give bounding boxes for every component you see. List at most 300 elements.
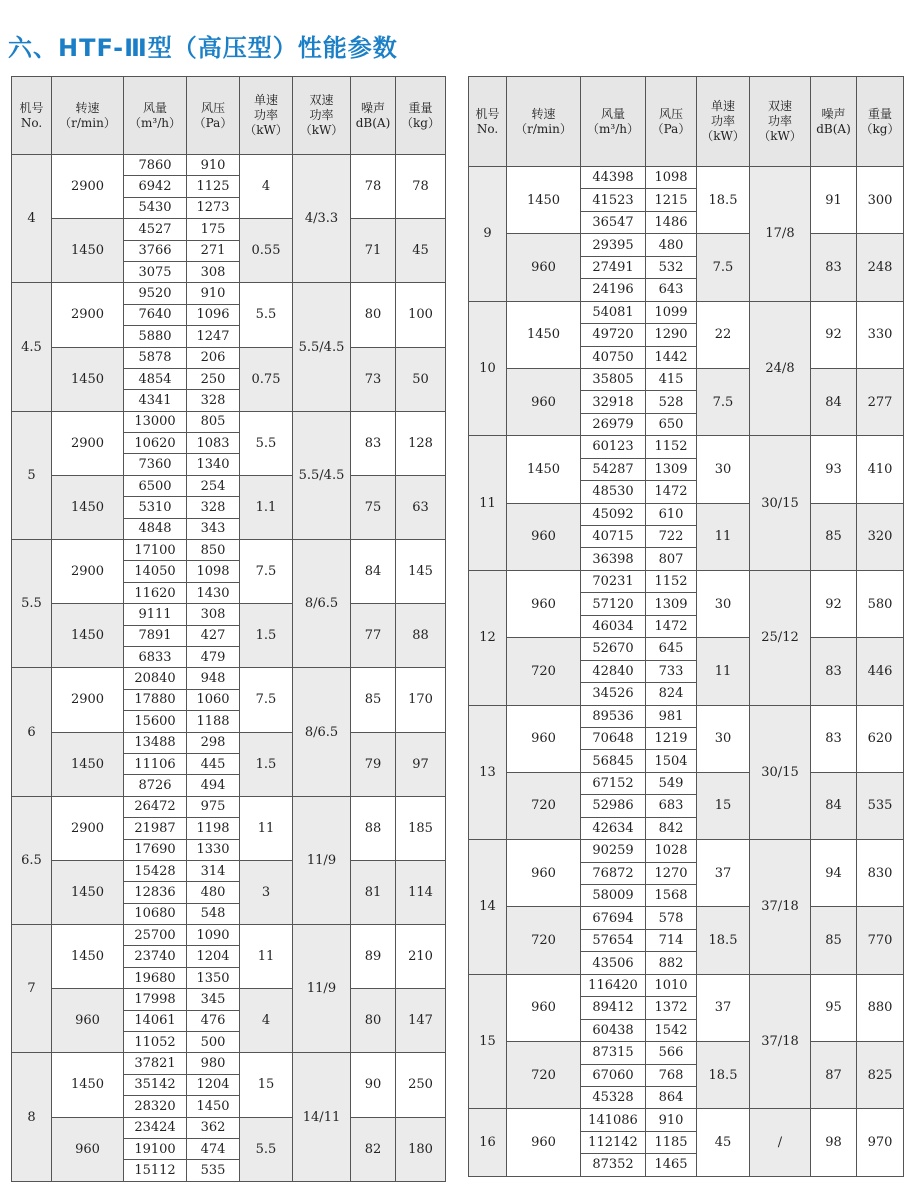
speed-cell: 2900 [52, 540, 124, 604]
column-header-line: 转速 [531, 106, 556, 121]
airflow-cell: 6500 [124, 475, 187, 496]
column-header-model [469, 77, 507, 167]
airflow-cell: 11106 [124, 753, 187, 774]
pressure-cell: 362 [187, 1117, 240, 1138]
airflow-cell: 43506 [581, 952, 646, 974]
column-header-line: 风压 [658, 106, 683, 121]
airflow-cell: 14061 [124, 1010, 187, 1031]
table-row [469, 503, 904, 525]
airflow-cell: 89412 [581, 997, 646, 1019]
noise-cell: 85 [351, 668, 396, 732]
pressure-cell: 1090 [187, 925, 240, 946]
pressure-cell: 1330 [187, 839, 240, 860]
pressure-cell: 980 [187, 1053, 240, 1074]
weight-cell: 830 [857, 840, 904, 907]
column-header-line: 风压 [200, 100, 225, 115]
weight-cell: 97 [396, 732, 446, 796]
speed-cell: 1450 [507, 167, 581, 234]
pressure-cell: 1098 [187, 561, 240, 582]
speed-cell: 720 [507, 1042, 581, 1109]
column-header-line: 单速 [253, 93, 278, 107]
airflow-cell: 8726 [124, 775, 187, 796]
pressure-cell: 1204 [187, 1074, 240, 1095]
pressure-cell: 645 [646, 638, 697, 660]
speed-cell: 1450 [52, 475, 124, 539]
single-speed-power-cell: 18.5 [697, 1042, 750, 1109]
noise-cell: 84 [351, 540, 396, 604]
column-header-line: 机号 [19, 100, 44, 115]
table-row [12, 411, 446, 432]
dual-speed-power-cell: 14/11 [293, 1053, 351, 1181]
speed-cell: 720 [507, 772, 581, 839]
airflow-cell: 4527 [124, 219, 187, 240]
speed-cell: 960 [507, 840, 581, 907]
column-header-line: （kW） [299, 123, 344, 137]
speed-cell: 960 [507, 368, 581, 435]
airflow-cell: 76872 [581, 862, 646, 884]
speed-cell: 2900 [52, 796, 124, 860]
pressure-cell: 1542 [646, 1019, 697, 1041]
single-speed-power-cell: 4 [240, 989, 293, 1053]
pressure-cell: 722 [646, 526, 697, 548]
column-header-line: No. [20, 115, 43, 130]
weight-cell: 410 [857, 436, 904, 503]
noise-cell: 73 [351, 347, 396, 411]
pressure-cell: 643 [646, 279, 697, 301]
pressure-cell: 345 [187, 989, 240, 1010]
speed-cell: 960 [52, 989, 124, 1053]
column-header-dual-power [293, 77, 351, 155]
airflow-cell: 9520 [124, 283, 187, 304]
weight-cell: 145 [396, 540, 446, 604]
pressure-cell: 1568 [646, 885, 697, 907]
airflow-cell: 17880 [124, 689, 187, 710]
column-header-line: 机号 [475, 106, 500, 121]
page-title: 六、HTF-Ⅲ型（高压型）性能参数 [8, 34, 398, 62]
airflow-cell: 7360 [124, 454, 187, 475]
table-row [12, 732, 446, 753]
weight-cell: 446 [857, 638, 904, 705]
pressure-cell: 910 [187, 283, 240, 304]
column-header-line: dB(A) [355, 115, 391, 130]
column-header-line: 重量 [867, 106, 892, 121]
airflow-cell: 15600 [124, 711, 187, 732]
airflow-cell: 42634 [581, 817, 646, 839]
pressure-cell: 1028 [646, 840, 697, 862]
table-row [12, 604, 446, 625]
model-number-cell: 14 [469, 840, 507, 975]
airflow-cell: 112142 [581, 1131, 646, 1153]
weight-cell: 970 [857, 1109, 904, 1176]
airflow-cell: 89536 [581, 705, 646, 727]
column-header-line: （kg） [401, 115, 440, 130]
airflow-cell: 25700 [124, 925, 187, 946]
column-header-line: 双速 [767, 99, 792, 113]
column-header-model [12, 77, 52, 155]
airflow-cell: 29395 [581, 234, 646, 256]
airflow-cell: 90259 [581, 840, 646, 862]
pressure-cell: 768 [646, 1064, 697, 1086]
weight-cell: 535 [857, 772, 904, 839]
dual-speed-power-cell: 17/8 [750, 167, 811, 302]
airflow-cell: 19100 [124, 1138, 187, 1159]
pressure-cell: 1010 [646, 974, 697, 996]
dual-speed-power-cell: 4/3.3 [293, 155, 351, 283]
column-header-line: 功率 [767, 114, 792, 128]
pressure-cell: 1430 [187, 582, 240, 603]
noise-cell: 94 [811, 840, 857, 907]
weight-cell: 114 [396, 860, 446, 924]
single-speed-power-cell: 7.5 [697, 368, 750, 435]
column-header-pressure [646, 77, 697, 167]
table-row [469, 974, 904, 996]
pressure-cell: 1152 [646, 436, 697, 458]
table-row [12, 1117, 446, 1138]
dual-speed-power-cell: 11/9 [293, 796, 351, 924]
column-header-line: 重量 [408, 100, 433, 115]
airflow-cell: 15112 [124, 1160, 187, 1181]
single-speed-power-cell: 1.5 [240, 604, 293, 668]
noise-cell: 85 [811, 907, 857, 974]
noise-cell: 98 [811, 1109, 857, 1176]
column-header-line: No. [476, 121, 499, 136]
pressure-cell: 842 [646, 817, 697, 839]
airflow-cell: 5310 [124, 497, 187, 518]
airflow-cell: 10620 [124, 433, 187, 454]
noise-cell: 83 [351, 411, 396, 475]
pressure-cell: 480 [646, 234, 697, 256]
weight-cell: 277 [857, 368, 904, 435]
pressure-cell: 474 [187, 1138, 240, 1159]
column-header-noise [811, 77, 857, 167]
airflow-cell: 36398 [581, 548, 646, 570]
noise-cell: 78 [351, 155, 396, 219]
pressure-cell: 427 [187, 625, 240, 646]
table-row [12, 796, 446, 817]
pressure-cell: 175 [187, 219, 240, 240]
airflow-cell: 12836 [124, 882, 187, 903]
column-header-line: （kg） [860, 121, 900, 136]
speed-cell: 1450 [52, 925, 124, 989]
airflow-cell: 35142 [124, 1074, 187, 1095]
pressure-cell: 807 [646, 548, 697, 570]
pressure-cell: 308 [187, 604, 240, 625]
airflow-cell: 45328 [581, 1086, 646, 1108]
single-speed-power-cell: 37 [697, 974, 750, 1041]
table-row [12, 989, 446, 1010]
pressure-cell: 864 [646, 1086, 697, 1108]
speed-cell: 1450 [507, 436, 581, 503]
airflow-cell: 19680 [124, 967, 187, 988]
column-header-line: （m³/h） [129, 115, 181, 130]
weight-cell: 128 [396, 411, 446, 475]
pressure-cell: 981 [646, 705, 697, 727]
speed-cell: 2900 [52, 411, 124, 475]
airflow-cell: 10680 [124, 903, 187, 924]
column-header-line: 噪声 [360, 100, 385, 115]
table-row [469, 638, 904, 660]
column-header-line: （kW） [244, 123, 288, 137]
pressure-cell: 882 [646, 952, 697, 974]
noise-cell: 88 [351, 796, 396, 860]
pressure-cell: 445 [187, 753, 240, 774]
column-header-line: 风量 [142, 100, 167, 115]
airflow-cell: 34526 [581, 683, 646, 705]
airflow-cell: 5878 [124, 347, 187, 368]
pressure-cell: 500 [187, 1032, 240, 1053]
weight-cell: 248 [857, 234, 904, 301]
pressure-cell: 1472 [646, 615, 697, 637]
single-speed-power-cell: 4 [240, 155, 293, 219]
speed-cell: 2900 [52, 155, 124, 219]
column-header-line: 转速 [75, 100, 100, 115]
model-number-cell: 5.5 [12, 540, 52, 668]
performance-table-left [11, 76, 446, 1182]
pressure-cell: 975 [187, 796, 240, 817]
airflow-cell: 6833 [124, 646, 187, 667]
airflow-cell: 26472 [124, 796, 187, 817]
pressure-cell: 1486 [646, 211, 697, 233]
column-header-airflow [581, 77, 646, 167]
pressure-cell: 548 [187, 903, 240, 924]
column-header-line: （r/min） [59, 115, 116, 130]
pressure-cell: 1188 [187, 711, 240, 732]
airflow-cell: 17100 [124, 540, 187, 561]
airflow-cell: 13488 [124, 732, 187, 753]
airflow-cell: 42840 [581, 660, 646, 682]
speed-cell: 960 [507, 570, 581, 637]
airflow-cell: 116420 [581, 974, 646, 996]
pressure-cell: 1098 [646, 167, 697, 189]
pressure-cell: 910 [187, 155, 240, 176]
column-header-line: （kW） [701, 129, 745, 143]
weight-cell: 63 [396, 475, 446, 539]
airflow-cell: 28320 [124, 1096, 187, 1117]
pressure-cell: 535 [187, 1160, 240, 1181]
weight-cell: 580 [857, 570, 904, 637]
single-speed-power-cell: 7.5 [240, 668, 293, 732]
pressure-cell: 549 [646, 772, 697, 794]
speed-cell: 1450 [507, 301, 581, 368]
airflow-cell: 21987 [124, 818, 187, 839]
model-number-cell: 6.5 [12, 796, 52, 924]
airflow-cell: 87352 [581, 1154, 646, 1176]
airflow-cell: 141086 [581, 1109, 646, 1131]
single-speed-power-cell: 30 [697, 570, 750, 637]
pressure-cell: 298 [187, 732, 240, 753]
table-row [469, 1042, 904, 1064]
weight-cell: 620 [857, 705, 904, 772]
pressure-cell: 566 [646, 1042, 697, 1064]
pressure-cell: 1125 [187, 176, 240, 197]
airflow-cell: 58009 [581, 885, 646, 907]
weight-cell: 78 [396, 155, 446, 219]
pressure-cell: 805 [187, 411, 240, 432]
noise-cell: 83 [811, 638, 857, 705]
dual-speed-power-cell: 8/6.5 [293, 668, 351, 796]
single-speed-power-cell: 37 [697, 840, 750, 907]
pressure-cell: 1350 [187, 967, 240, 988]
pressure-cell: 314 [187, 860, 240, 881]
airflow-cell: 45092 [581, 503, 646, 525]
airflow-cell: 56845 [581, 750, 646, 772]
pressure-cell: 1450 [187, 1096, 240, 1117]
airflow-cell: 26979 [581, 413, 646, 435]
single-speed-power-cell: 15 [240, 1053, 293, 1117]
speed-cell: 1450 [52, 347, 124, 411]
airflow-cell: 54287 [581, 458, 646, 480]
column-header-airflow [124, 77, 187, 155]
airflow-cell: 7640 [124, 304, 187, 325]
model-number-cell: 7 [12, 925, 52, 1053]
noise-cell: 85 [811, 503, 857, 570]
pressure-cell: 479 [187, 646, 240, 667]
single-speed-power-cell: 15 [697, 772, 750, 839]
column-header-line: （Pa） [651, 121, 691, 136]
weight-cell: 300 [857, 167, 904, 234]
noise-cell: 95 [811, 974, 857, 1041]
column-header-line: 功率 [309, 108, 334, 122]
weight-cell: 880 [857, 974, 904, 1041]
model-number-cell: 5 [12, 411, 52, 539]
single-speed-power-cell: 30 [697, 705, 750, 772]
airflow-cell: 67060 [581, 1064, 646, 1086]
pressure-cell: 328 [187, 390, 240, 411]
airflow-cell: 7860 [124, 155, 187, 176]
column-header-line: （r/min） [515, 121, 572, 136]
airflow-cell: 7891 [124, 625, 187, 646]
airflow-cell: 13000 [124, 411, 187, 432]
model-number-cell: 16 [469, 1109, 507, 1176]
column-header-speed [52, 77, 124, 155]
pressure-cell: 1472 [646, 481, 697, 503]
pressure-cell: 206 [187, 347, 240, 368]
single-speed-power-cell: 5.5 [240, 283, 293, 347]
airflow-cell: 11620 [124, 582, 187, 603]
pressure-cell: 1465 [646, 1154, 697, 1176]
pressure-cell: 948 [187, 668, 240, 689]
model-number-cell: 6 [12, 668, 52, 796]
model-number-cell: 4.5 [12, 283, 52, 411]
airflow-cell: 54081 [581, 301, 646, 323]
model-number-cell: 9 [469, 167, 507, 302]
table-row [469, 705, 904, 727]
single-speed-power-cell: 0.75 [240, 347, 293, 411]
model-number-cell: 4 [12, 155, 52, 283]
column-header-line: 噪声 [821, 106, 846, 121]
airflow-cell: 52670 [581, 638, 646, 660]
column-header-speed [507, 77, 581, 167]
airflow-cell: 67152 [581, 772, 646, 794]
model-number-cell: 15 [469, 974, 507, 1109]
pressure-cell: 415 [646, 368, 697, 390]
model-number-cell: 12 [469, 570, 507, 705]
noise-cell: 79 [351, 732, 396, 796]
pressure-cell: 1372 [646, 997, 697, 1019]
pressure-cell: 480 [187, 882, 240, 903]
single-speed-power-cell: 30 [697, 436, 750, 503]
airflow-cell: 57120 [581, 593, 646, 615]
speed-cell: 1450 [52, 1053, 124, 1117]
single-speed-power-cell: 18.5 [697, 167, 750, 234]
table-row [469, 436, 904, 458]
table-row [469, 167, 904, 189]
pressure-cell: 1504 [646, 750, 697, 772]
weight-cell: 250 [396, 1053, 446, 1117]
pressure-cell: 1219 [646, 727, 697, 749]
table-row [12, 860, 446, 881]
pressure-cell: 650 [646, 413, 697, 435]
pressure-cell: 1309 [646, 593, 697, 615]
pressure-cell: 532 [646, 256, 697, 278]
noise-cell: 90 [351, 1053, 396, 1117]
pressure-cell: 578 [646, 907, 697, 929]
noise-cell: 84 [811, 368, 857, 435]
weight-cell: 88 [396, 604, 446, 668]
speed-cell: 960 [52, 1117, 124, 1181]
pressure-cell: 254 [187, 475, 240, 496]
dual-speed-power-cell: 30/15 [750, 705, 811, 840]
column-header-line: （Pa） [193, 115, 233, 130]
table-row [12, 475, 446, 496]
airflow-cell: 5880 [124, 326, 187, 347]
airflow-cell: 40750 [581, 346, 646, 368]
pressure-cell: 1215 [646, 189, 697, 211]
table-row [12, 283, 446, 304]
table-row [12, 1053, 446, 1074]
airflow-cell: 23424 [124, 1117, 187, 1138]
single-speed-power-cell: 11 [697, 638, 750, 705]
airflow-cell: 17998 [124, 989, 187, 1010]
table-row [469, 907, 904, 929]
noise-cell: 83 [811, 705, 857, 772]
dual-speed-power-cell: 5.5/4.5 [293, 283, 351, 411]
airflow-cell: 11052 [124, 1032, 187, 1053]
airflow-cell: 87315 [581, 1042, 646, 1064]
weight-cell: 100 [396, 283, 446, 347]
airflow-cell: 17690 [124, 839, 187, 860]
airflow-cell: 32918 [581, 391, 646, 413]
column-header-line: dB(A) [816, 121, 851, 136]
single-speed-power-cell: 3 [240, 860, 293, 924]
pressure-cell: 1442 [646, 346, 697, 368]
column-header-dual-power [750, 77, 811, 167]
dual-speed-power-cell: 11/9 [293, 925, 351, 1053]
noise-cell: 84 [811, 772, 857, 839]
dual-speed-power-cell: / [750, 1109, 811, 1176]
table-row [469, 772, 904, 794]
table-row [12, 540, 446, 561]
table-row [12, 925, 446, 946]
noise-cell: 77 [351, 604, 396, 668]
airflow-cell: 4854 [124, 368, 187, 389]
weight-cell: 180 [396, 1117, 446, 1181]
speed-cell: 720 [507, 907, 581, 974]
pressure-cell: 1204 [187, 946, 240, 967]
airflow-cell: 49720 [581, 324, 646, 346]
pressure-cell: 1273 [187, 197, 240, 218]
table-row [469, 840, 904, 862]
dual-speed-power-cell: 8/6.5 [293, 540, 351, 668]
noise-cell: 92 [811, 301, 857, 368]
column-header-weight [396, 77, 446, 155]
pressure-cell: 1270 [646, 862, 697, 884]
airflow-cell: 20840 [124, 668, 187, 689]
pressure-cell: 1340 [187, 454, 240, 475]
table-row [469, 570, 904, 592]
airflow-cell: 44398 [581, 167, 646, 189]
pressure-cell: 1185 [646, 1131, 697, 1153]
